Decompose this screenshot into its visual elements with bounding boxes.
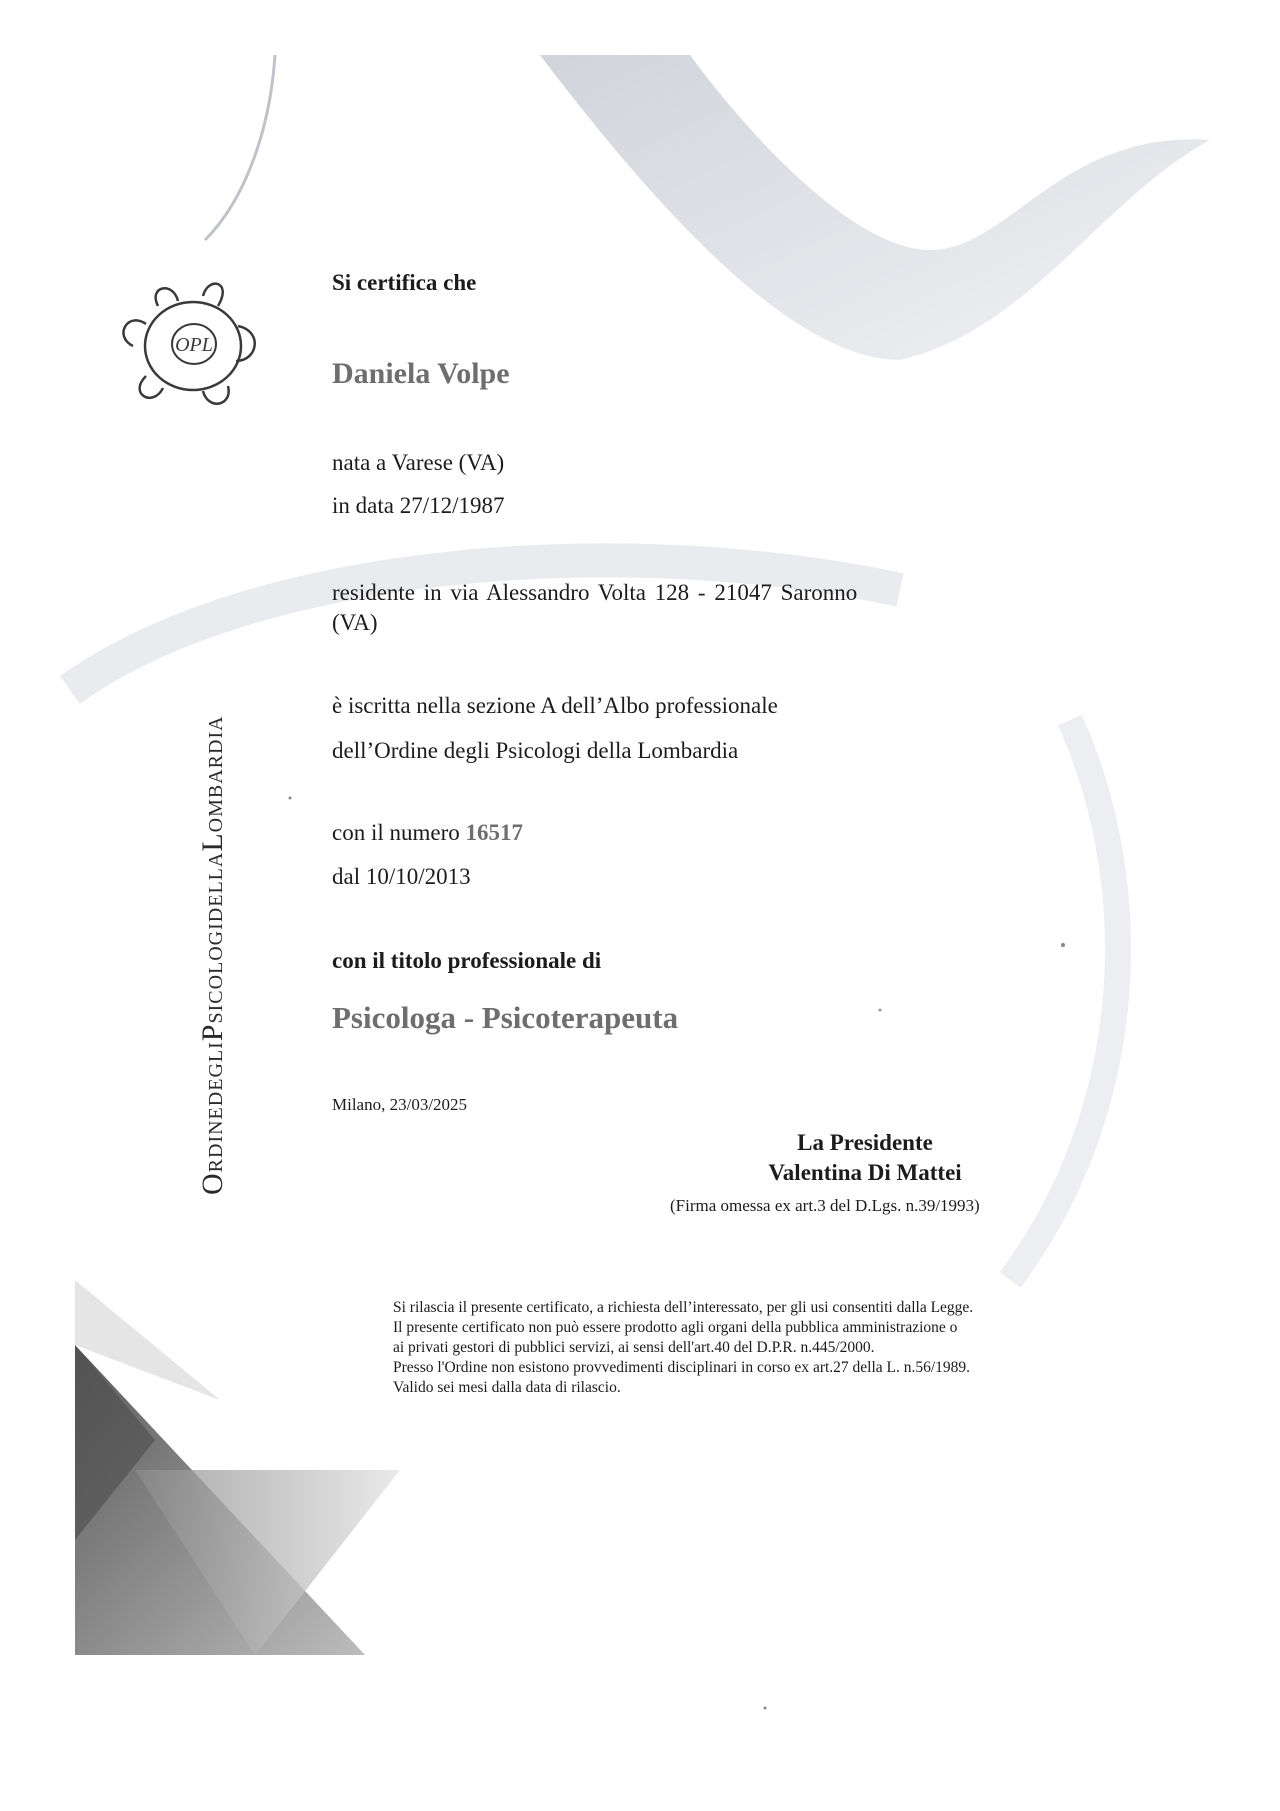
since-date: dal 10/10/2013 <box>332 864 471 889</box>
legal-line: Il presente certificato non può essere prodotto agli organi della pubblica amministrazione o <box>393 1319 958 1336</box>
professional-title: Psicologa - Psicoterapeuta <box>332 1000 679 1035</box>
top-swoosh <box>540 55 1210 360</box>
legal-line: ai privati gestori di pubblici servizi, ai sensi dell'art.40 del D.P.R. n.445/2000. <box>393 1339 875 1356</box>
intro-text: Si certifica che <box>332 270 477 295</box>
legal-line: Si rilascia il presente certificato, a richiesta dell’interessato, per gli usi consentiti dalla Legge. <box>393 1299 974 1316</box>
signature-role: La Presidente <box>797 1130 933 1155</box>
number-label: con il numero <box>332 820 460 845</box>
logo-monogram: OPL <box>175 334 213 356</box>
legal-line: Presso l'Ordine non esistono provvedimenti disciplinari in corso ex art.27 della L. n.56/1989. <box>393 1359 971 1376</box>
register-number-row <box>332 820 523 846</box>
right-arc <box>1010 720 1118 1280</box>
residence-line-2: (VA) <box>332 610 378 635</box>
opl-logo-emblem <box>118 276 268 416</box>
legal-line: Valido sei mesi dalla data di rilascio. <box>393 1379 621 1396</box>
thin-curve <box>205 55 275 240</box>
signature-note: (Firma omessa ex art.3 del D.Lgs. n.39/1993) <box>670 1196 980 1215</box>
title-label: con il titolo professionale di <box>332 948 602 973</box>
birth-place: nata a Varese (VA) <box>332 450 505 475</box>
register-number: 16517 <box>465 820 523 845</box>
residence-line-1: residente in via Alessandro Volta 128 - 21047 Saronno <box>332 580 858 605</box>
legal-notes <box>393 1298 1033 1398</box>
birth-date: in data 27/12/1987 <box>332 493 505 518</box>
register-line-1: è iscritta nella sezione A dell’Albo professionale <box>332 693 778 718</box>
holder-name: Daniela Volpe <box>332 357 510 390</box>
org-name-vertical: ORDINEDEGLIPSICOLOGIDELLALOMBARDIA <box>196 715 229 1195</box>
place-date: Milano, 23/03/2025 <box>332 1095 468 1114</box>
signature-name: Valentina Di Mattei <box>768 1160 962 1185</box>
register-line-2: dell’Ordine degli Psicologi della Lombardia <box>332 738 739 763</box>
